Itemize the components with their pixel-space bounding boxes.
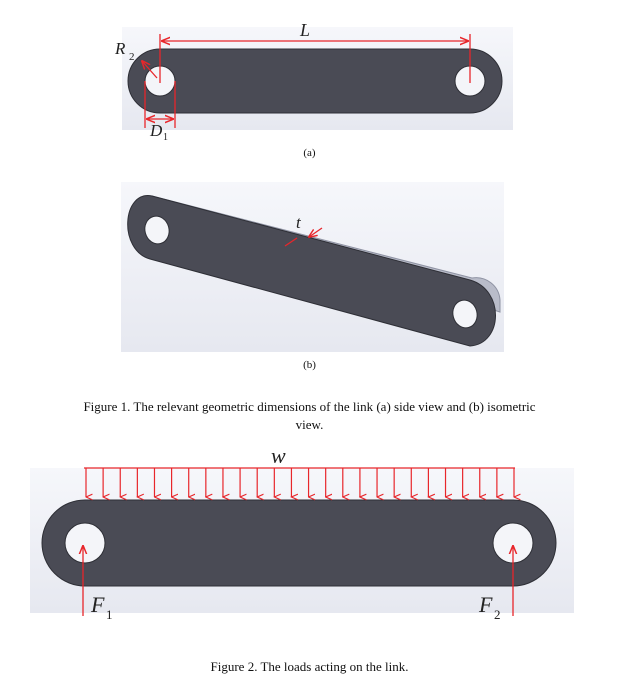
pin-hole-left-loaded <box>65 523 105 563</box>
label-R: R <box>115 39 126 58</box>
label-R-subscript: 2 <box>129 51 135 63</box>
label-F1: F <box>91 592 105 617</box>
figure-1-caption-line-1: Figure 1. The relevant geometric dimensions of the link (a) side view and (b) isometric <box>83 399 536 414</box>
label-w: w <box>271 443 286 468</box>
label-F2: F <box>479 592 493 617</box>
label-F2-subscript: 2 <box>494 607 501 622</box>
link-loaded <box>42 500 556 586</box>
label-D-subscript: 1 <box>163 132 168 143</box>
label-L: L <box>300 20 311 40</box>
label-D: D <box>150 121 163 140</box>
subcaption-a: (a) <box>303 147 316 159</box>
figure-2-caption: Figure 2. The loads acting on the link. <box>210 659 409 674</box>
subcaption-b: (b) <box>303 359 316 371</box>
figure-1a <box>114 20 513 143</box>
figure-1b <box>121 182 504 352</box>
figure-1-caption-line-2: view. <box>295 417 324 432</box>
label-F1-subscript: 1 <box>106 607 113 622</box>
figure-2 <box>30 443 574 622</box>
label-t: t <box>296 213 301 232</box>
link-side-view <box>128 49 502 113</box>
